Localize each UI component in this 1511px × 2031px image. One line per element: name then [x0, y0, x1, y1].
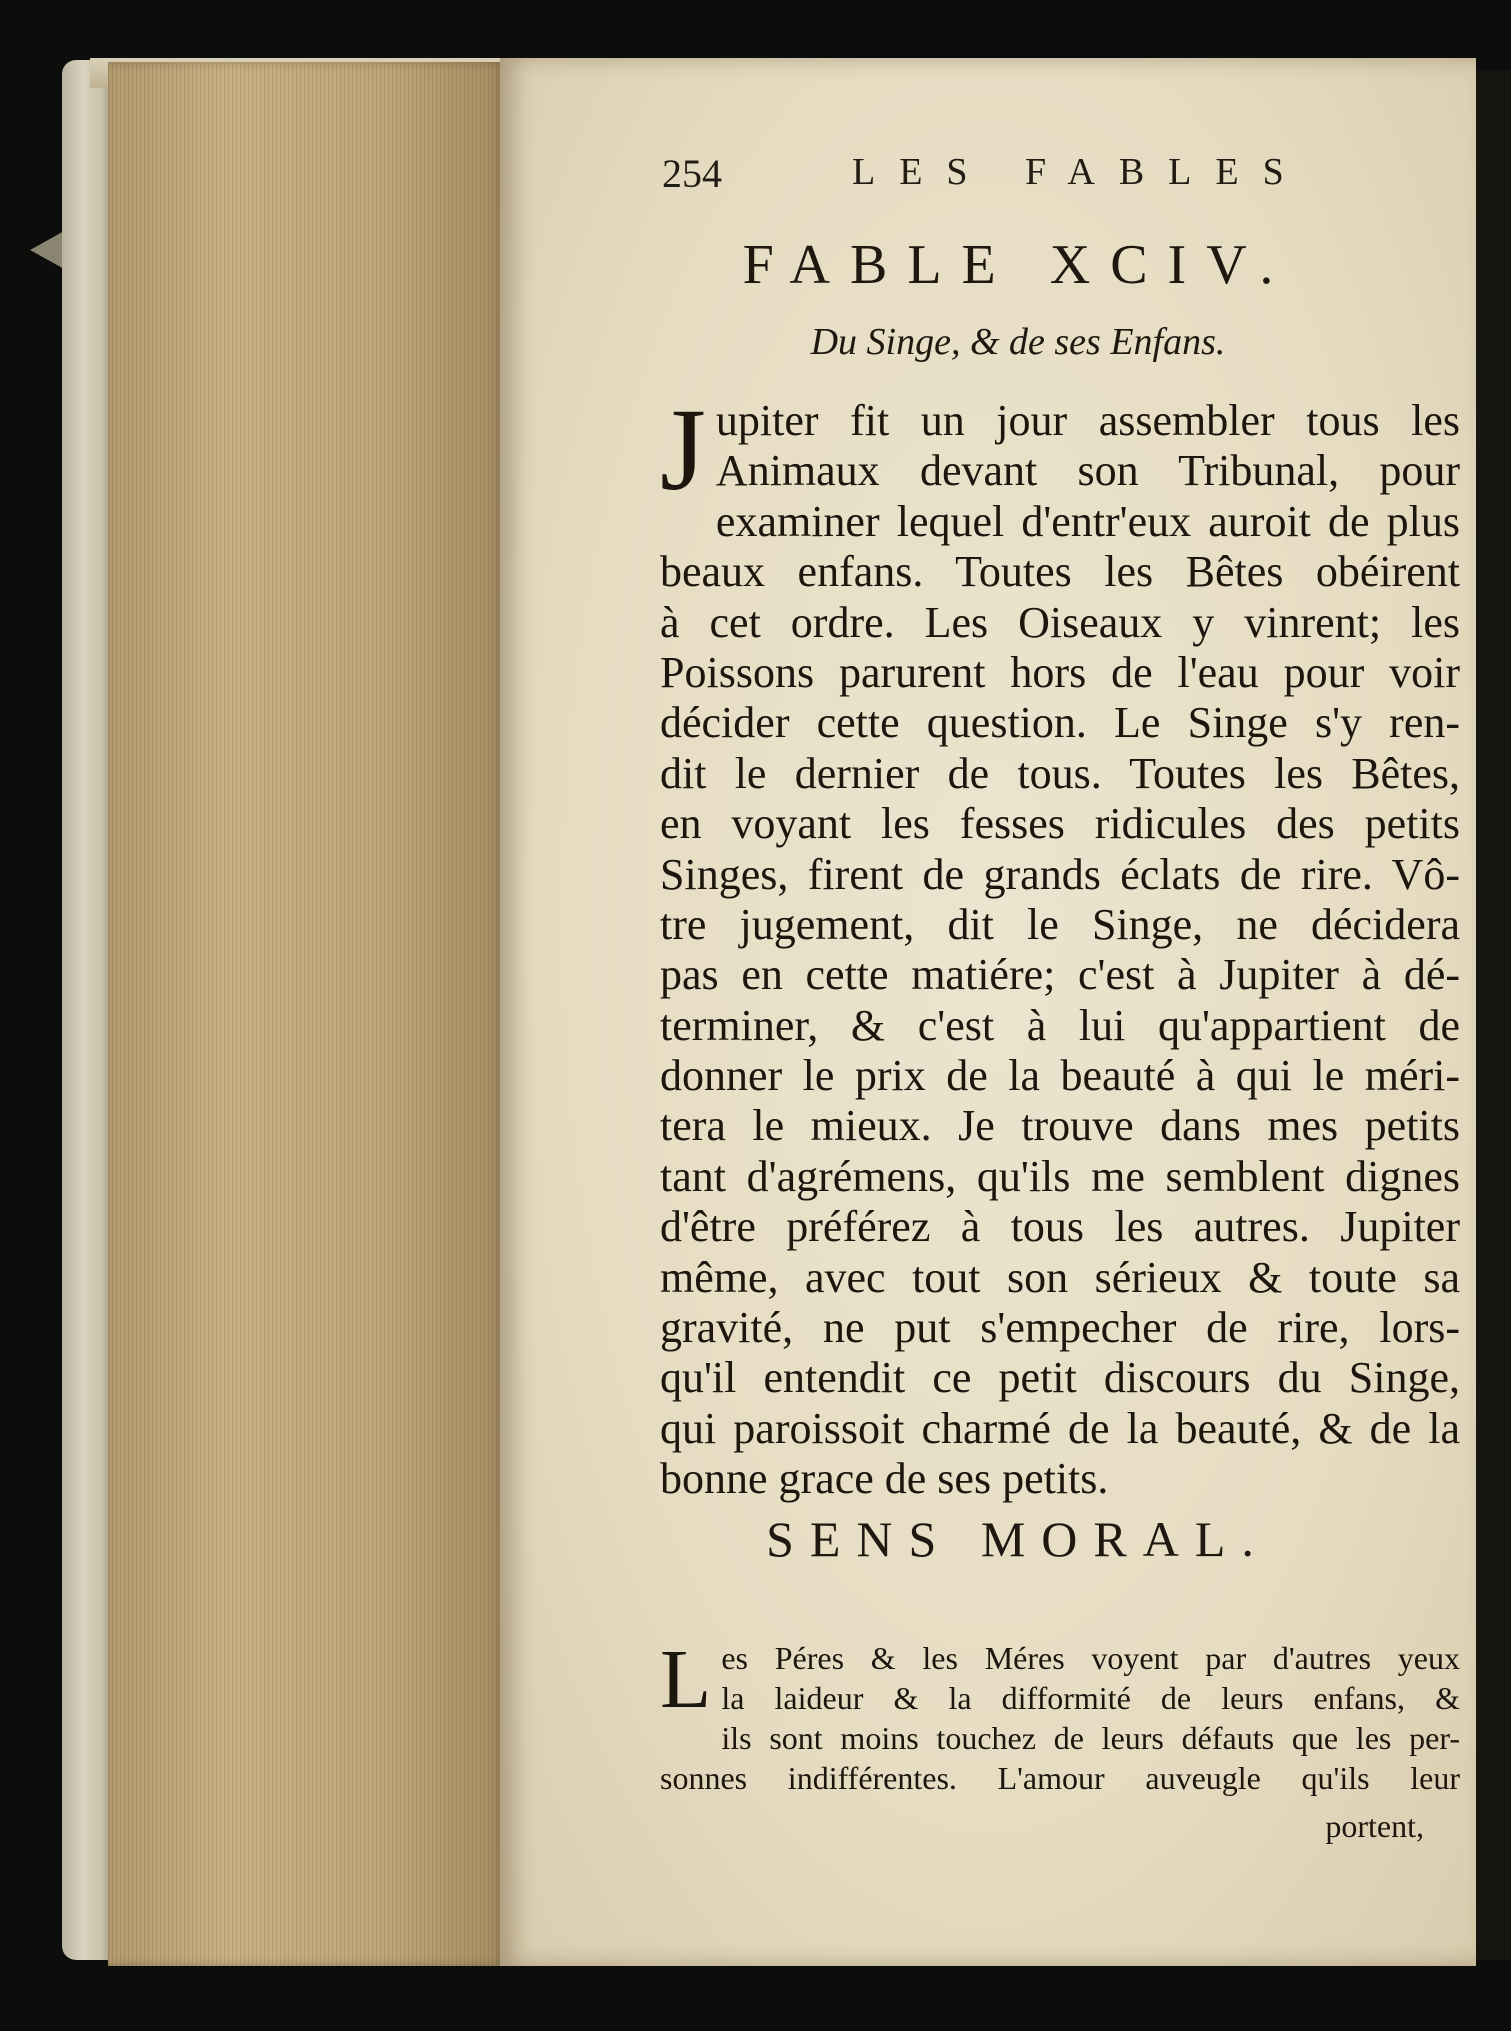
drop-cap: J [660, 384, 706, 515]
body-line: qu'il entendit ce petit discours du Singe, [660, 1353, 1460, 1403]
body-line: examiner lequel d'entr'eux auroit de plus [715, 496, 1460, 546]
fable-heading: FABLE XCIV. [742, 234, 1294, 296]
moral-drop-cap: L [660, 1633, 712, 1726]
body-line: gravité, ne put s'empecher de rire, lors- [660, 1303, 1460, 1353]
fable-body [660, 384, 1460, 1505]
vellum-binding [62, 60, 114, 1960]
fable-subtitle: Du Singe, & de ses Enfans. [810, 321, 1226, 363]
body-line: même, avec tout son sérieux & toute sa [660, 1252, 1460, 1302]
body-line-last: bonne grace de ses petits. [660, 1454, 1109, 1504]
body-line: qui paroissoit charmé de la beauté, & de la [660, 1403, 1460, 1453]
body-line: terminer, & c'est à lui qu'appartient de [660, 1000, 1460, 1050]
body-line: tre jugement, dit le Singe, ne décidera [660, 899, 1460, 949]
body-line: Animaux devant son Tribunal, pour [715, 446, 1460, 496]
printed-page [500, 58, 1476, 1966]
moral-line: sonnes indifférentes. L'amour auveugle qu'ils leur [660, 1760, 1460, 1796]
body-line: décider cette question. Le Singe s'y ren- [660, 698, 1460, 748]
body-line: pas en cette matiére; c'est à Jupiter à dé- [660, 950, 1460, 1000]
binding-flap [30, 230, 66, 270]
body-line: upiter fit un jour assembler tous les [715, 396, 1460, 445]
body-line: dit le dernier de tous. Toutes les Bêtes, [660, 748, 1460, 798]
running-head [662, 146, 1362, 206]
body-line: Poissons parurent hors de l'eau pour voir [660, 647, 1460, 697]
catchword: portent, [1325, 1808, 1424, 1844]
moral-line: ils sont moins touchez de leurs défauts que les per- [721, 1720, 1460, 1756]
moral-line: la laideur & la difformité de leurs enfans, & [721, 1680, 1460, 1716]
body-line: donner le prix de la beauté à qui le méri- [660, 1051, 1460, 1101]
page-block-edge [108, 62, 506, 1966]
body-line: beaux enfans. Toutes les Bêtes obéirent [660, 547, 1460, 597]
body-line: à cet ordre. Les Oiseaux y vinrent; les [660, 597, 1460, 647]
body-line: Singes, firent de grands éclats de rire. Vô- [660, 849, 1460, 899]
body-line: tant d'agrémens, qu'ils me semblent dignes [660, 1151, 1460, 1201]
moral-line: es Péres & les Méres voyent par d'autres yeux [721, 1640, 1460, 1676]
moral-body [660, 1633, 1460, 1798]
body-line: tera le mieux. Je trouve dans mes petits [660, 1101, 1460, 1151]
running-title: LES FABLES [852, 151, 1308, 193]
body-line: en voyant les fesses ridicules des petits [660, 799, 1460, 849]
body-line: d'être préférez à tous les autres. Jupiter [660, 1202, 1460, 1252]
moral-heading: SENS MORAL. [766, 1511, 1270, 1567]
page-number: 254 [662, 151, 722, 196]
background-gutter [1472, 70, 1511, 1960]
